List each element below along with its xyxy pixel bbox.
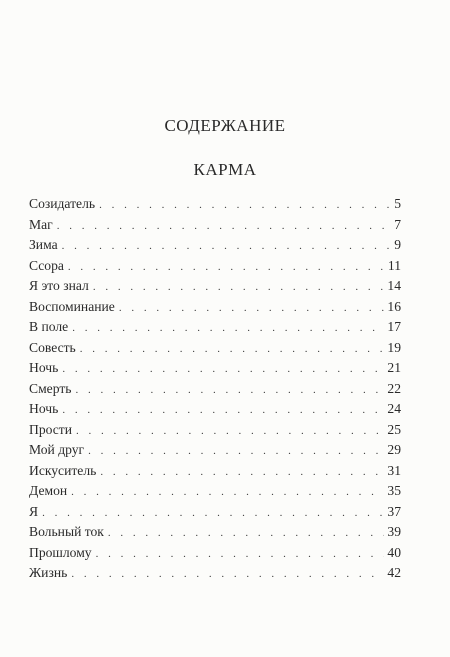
- toc-entry-page: 42: [387, 565, 401, 580]
- toc-entry-page: 29: [387, 442, 401, 457]
- toc-entry-page: 14: [387, 278, 401, 293]
- toc-entry-title: Маг: [29, 216, 53, 232]
- toc-entry-page: 16: [387, 298, 401, 314]
- toc-leader-dots: [99, 195, 391, 216]
- toc-entry: [29, 522, 401, 543]
- toc-leader-dots: [88, 441, 384, 462]
- toc-entry: [29, 563, 401, 584]
- toc-entry: [29, 317, 401, 338]
- toc-entry-page: 39: [387, 524, 401, 539]
- toc-leader-dots: [68, 257, 385, 278]
- toc-entry-title: Искуситель: [29, 462, 97, 478]
- toc-entry-title: Воспоминание: [29, 298, 115, 314]
- toc-leader-dots: [76, 421, 384, 442]
- toc-entry-page: 22: [387, 380, 401, 396]
- toc-entry: [29, 256, 401, 277]
- toc-entry-title: Вольный ток: [29, 524, 104, 539]
- toc-entry-page: 35: [387, 483, 401, 498]
- toc-leader-dots: [96, 544, 385, 565]
- toc-entry-title: Созидатель: [29, 196, 96, 211]
- toc-entry-title: Ночь: [29, 360, 59, 375]
- toc-entry-title: Совесть: [29, 339, 76, 355]
- toc-entry-page: 25: [387, 421, 401, 437]
- toc-entry: [29, 338, 401, 359]
- toc-entry-page: 7: [394, 216, 401, 232]
- toc-leader-dots: [71, 564, 384, 585]
- toc-entry-page: 19: [387, 339, 401, 355]
- toc-entry-page: 5: [394, 196, 401, 211]
- toc-entry-page: 21: [387, 360, 401, 375]
- toc-leader-dots: [119, 298, 385, 319]
- toc-leader-dots: [62, 400, 384, 421]
- toc-entry-title: Ссора: [29, 257, 64, 273]
- toc-entry-page: 17: [387, 319, 401, 334]
- toc-leader-dots: [100, 462, 384, 483]
- toc-entry: [29, 420, 401, 441]
- toc-entry-page: 31: [387, 462, 401, 478]
- toc-entry: [29, 399, 401, 420]
- toc-entry-title: Зима: [29, 237, 58, 252]
- toc-entry: [29, 440, 401, 461]
- toc-entry-title: Жизнь: [29, 565, 68, 580]
- toc-entry: [29, 297, 401, 318]
- toc-entry-page: 24: [387, 401, 401, 416]
- toc-entry-title: Прошлому: [29, 544, 92, 560]
- toc-leader-dots: [62, 236, 392, 257]
- toc-leader-dots: [80, 339, 385, 360]
- toc-entry-title: Смерть: [29, 380, 72, 396]
- toc-entry: [29, 194, 401, 215]
- toc-entry-title: Я: [29, 503, 39, 519]
- toc-leader-dots: [42, 503, 384, 524]
- toc-entry: [29, 543, 401, 564]
- toc-entry: [29, 276, 401, 297]
- toc-entry-title: В поле: [29, 319, 69, 334]
- section-heading: КАРМА: [193, 160, 257, 179]
- toc-entry-title: Мой друг: [29, 442, 85, 457]
- toc-entry-title: Я это знал: [29, 278, 89, 293]
- toc-entry-title: Ночь: [29, 401, 59, 416]
- toc-entry-page: 11: [387, 257, 401, 273]
- toc-entry: [29, 502, 401, 523]
- toc-entry-title: Демон: [29, 483, 68, 498]
- contents-heading: СОДЕРЖАНИЕ: [164, 116, 286, 135]
- toc-leader-dots: [93, 277, 385, 298]
- toc-entry-title: Прости: [29, 421, 72, 437]
- toc-leader-dots: [62, 359, 384, 380]
- toc-leader-dots: [75, 380, 384, 401]
- toc-entry: [29, 481, 401, 502]
- toc-entry-page: 9: [394, 237, 401, 252]
- toc-entry: [29, 215, 401, 236]
- toc-leader-dots: [57, 216, 392, 237]
- toc-entry: [29, 461, 401, 482]
- toc-entry: [29, 358, 401, 379]
- toc-entry: [29, 235, 401, 256]
- toc-entry-page: 40: [387, 544, 401, 560]
- table-of-contents: [29, 194, 401, 584]
- toc-entry-page: 37: [387, 503, 401, 519]
- toc-leader-dots: [71, 482, 384, 503]
- toc-entry: [29, 379, 401, 400]
- toc-leader-dots: [72, 318, 384, 339]
- toc-leader-dots: [108, 523, 384, 544]
